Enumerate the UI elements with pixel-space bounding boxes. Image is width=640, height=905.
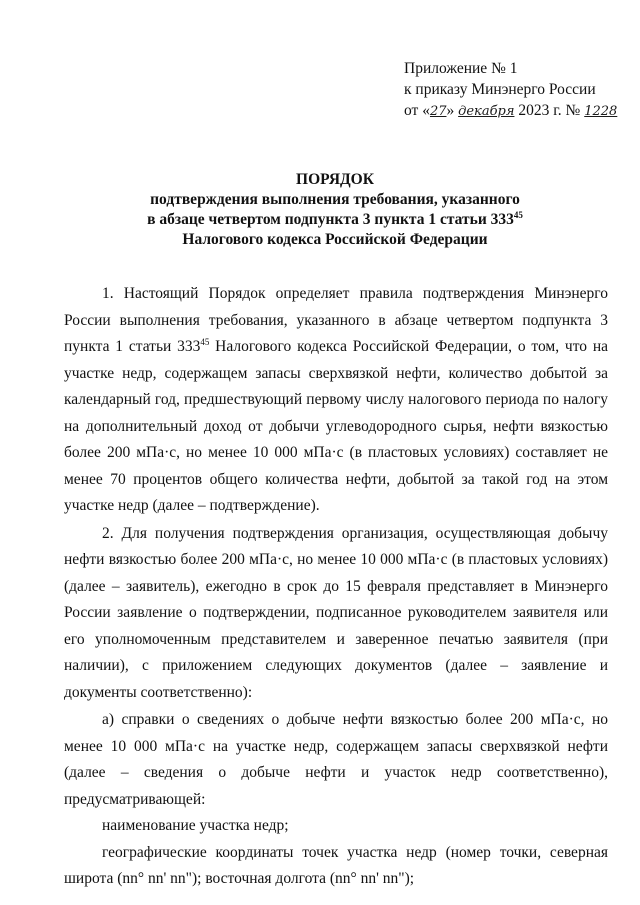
paragraph-5: географические координаты точек участка недр (номер точки, северная широта (nn° nn' nn"); восточная долгота (nn° nn' nn"); [64, 843, 608, 887]
paragraph-4: наименование участка недр; [102, 817, 289, 834]
paragraph-2: 2. Для получения подтверждения организация, осуществляющая добычу нефти вязкостью более 200 мПа·с, но менее 10 000 мПа·с (в пластовых условиях) (далее – заявитель), ежегодно в срок до 15 февраля представляет в Минэнерго России заявление о подтверждении, подписанное руководителем заявителя или его уполномоченным представителем и заверенное печатью заявителя (при наличии), с приложением следующих документов (далее – заявление и документы соответственно): [64, 524, 608, 701]
paragraph-1-part-a: 1. Настоящий Порядок определяет правила подтверждения Минэнерго России выполнения требования, указанного в абзаце четвертом подпункта 3 пункта 1 статьи 333 [64, 285, 608, 355]
handwritten-order-number: 1228 [584, 104, 618, 119]
title-line-3 [100, 210, 570, 230]
title-line-4: Налогового кодекса Российской Федерации [182, 231, 488, 248]
paragraph-3: а) справки о сведениях о добыче нефти вязкостью более 200 мПа·с, но менее 10 000 мПа·с на участке недр, содержащем запасы сверхвязкой нефти (далее – сведения о добыче нефти и участок недр соответственно), предусматривающей: [64, 711, 608, 808]
appendix-header [404, 58, 634, 122]
date-prefix: от « [404, 102, 430, 119]
title-line-2: подтверждения выполнения требования, указанного [150, 191, 520, 208]
date-mid: » [446, 102, 459, 119]
handwritten-month: декабря [458, 104, 515, 119]
document-title [100, 170, 570, 250]
paragraph-1 [64, 281, 608, 520]
order-date-line [404, 100, 634, 122]
title-article-superscript: 45 [513, 209, 523, 220]
title-line-3-text: в абзаце четвертом подпункта 3 пункта 1 статьи 333 [147, 211, 514, 228]
appendix-number: Приложение № 1 [404, 60, 518, 77]
document-body [64, 281, 608, 893]
handwritten-day: 27 [429, 104, 447, 119]
order-reference: к приказу Минэнерго России [404, 81, 596, 98]
paragraph-1-part-b: Налогового кодекса Российской Федерации, о том, что на участке недр, содержащем запасы сверхвязкой нефти, количество добытой за календарный год, предшествующий первому числу налогового периода по налогу на дополнительный доход от добычи углеводородного сырья, нефти вязкостью более 200 мПа·с, но менее 10 000 мПа·с (в пластовых условиях) составляет не менее 70 процентов общего количества нефти, добытой за такой год на этом участке недр (далее – подтверждение). [64, 338, 609, 514]
date-year: 2023 г. № [514, 102, 585, 119]
title-heading: ПОРЯДОК [296, 171, 374, 188]
paragraph-1-superscript: 45 [200, 336, 210, 347]
